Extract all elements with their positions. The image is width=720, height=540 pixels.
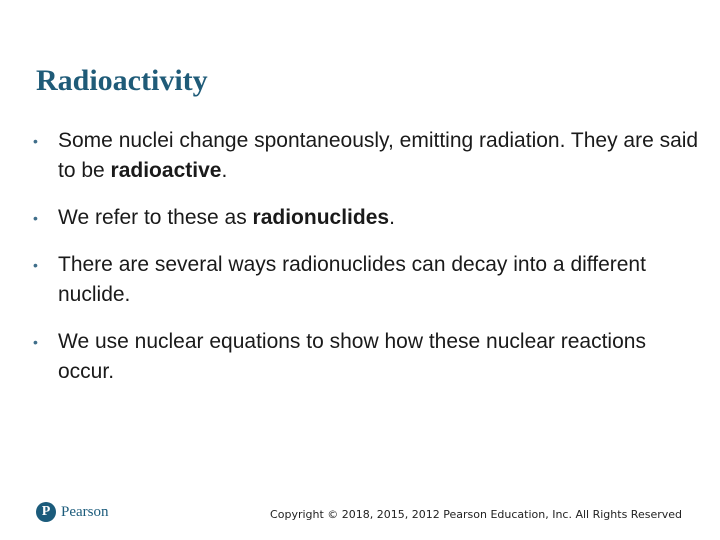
pearson-logo-text: Pearson <box>61 503 109 520</box>
bullet-text: We refer to these as <box>58 206 253 229</box>
bullet-item <box>33 327 703 387</box>
bullet-text: There are several ways radionuclides can decay into a different nuclide. <box>58 253 646 306</box>
copyright-notice: Copyright © 2018, 2015, 2012 Pearson Education, Inc. All Rights Reserved <box>270 508 682 521</box>
bullet-list <box>33 126 703 404</box>
bullet-text: We use nuclear equations to show how these nuclear reactions occur. <box>58 330 646 383</box>
slide-title: Radioactivity <box>36 64 208 97</box>
bullet-emphasis: radioactive <box>110 159 222 182</box>
bullet-item <box>33 203 703 233</box>
bullet-item <box>33 250 703 310</box>
bullet-text-end: . <box>221 159 228 182</box>
bullet-item <box>33 126 703 186</box>
bullet-emphasis: radionuclides <box>252 206 390 229</box>
pearson-logo <box>36 502 109 522</box>
bullet-icon: • <box>33 133 38 149</box>
bullet-icon: • <box>33 210 38 226</box>
bullet-text-end: . <box>389 206 395 229</box>
bullet-text: Some nuclei change spontaneously, emitting radiation. They are said to be <box>58 129 699 182</box>
pearson-logo-icon: P <box>36 502 56 522</box>
bullet-icon: • <box>33 334 38 350</box>
bullet-icon: • <box>33 257 38 273</box>
